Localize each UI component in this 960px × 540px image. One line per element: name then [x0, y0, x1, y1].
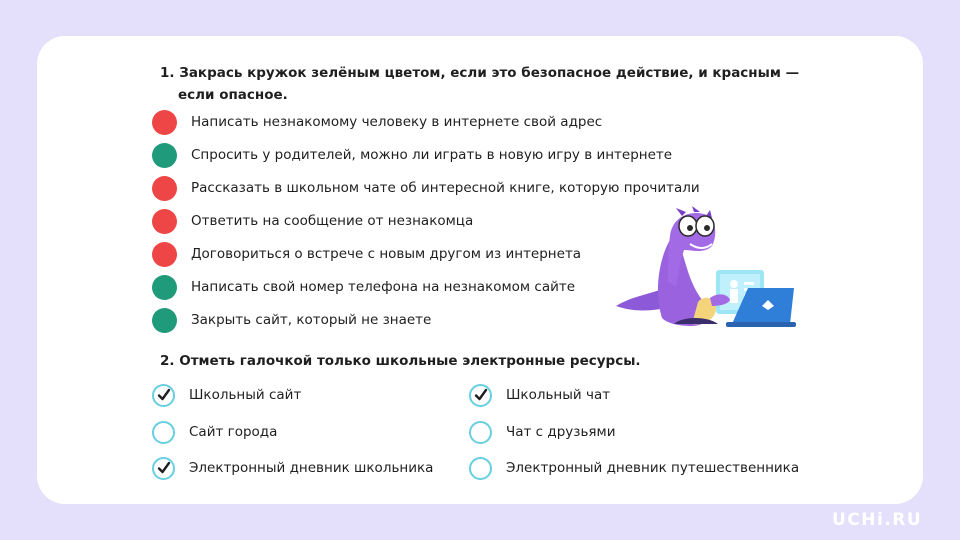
checkbox-label: Сайт города — [189, 424, 278, 440]
color-circle[interactable] — [152, 242, 177, 267]
task1-item-text: Написать незнакомому человеку в интернете свой адрес — [191, 114, 603, 130]
color-circle[interactable] — [152, 209, 177, 234]
task1-item — [152, 175, 700, 201]
checkbox-item — [469, 381, 610, 409]
task1-item-text: Ответить на сообщение от незнакомца — [191, 213, 474, 229]
color-circle[interactable] — [152, 176, 177, 201]
uchi-logo: UCHi.RU — [832, 510, 923, 530]
color-circle[interactable] — [152, 308, 177, 333]
task1-item — [152, 109, 602, 135]
checkbox-item — [152, 454, 433, 482]
task1-item-text: Закрыть сайт, который не знаете — [191, 312, 432, 328]
task1-item — [152, 274, 575, 300]
checkmark-icon — [473, 387, 489, 403]
task1-title-line2: если опасное. — [178, 87, 288, 103]
checkbox[interactable] — [152, 384, 175, 407]
color-circle[interactable] — [152, 143, 177, 168]
checkbox-label: Электронный дневник школьника — [189, 460, 434, 476]
checkbox-label: Чат с друзьями — [506, 424, 616, 440]
task1-item — [152, 307, 431, 333]
task1-item-text: Спросить у родителей, можно ли играть в новую игру в интернете — [191, 147, 673, 163]
task1-item — [152, 241, 581, 267]
task1-title-line1: 1. Закрась кружок зелёным цветом, если это безопасное действие, и красным — — [160, 65, 800, 81]
checkbox-item — [152, 418, 277, 446]
checkbox[interactable] — [469, 457, 492, 480]
checkmark-icon — [156, 460, 172, 476]
checkbox-label: Электронный дневник путешественника — [506, 460, 800, 476]
task1-item-text: Написать свой номер телефона на незнакомом сайте — [191, 279, 576, 295]
color-circle[interactable] — [152, 110, 177, 135]
task1-item — [152, 142, 672, 168]
checkbox-label: Школьный чат — [506, 387, 611, 403]
task1-item — [152, 208, 473, 234]
task1-title — [160, 62, 820, 106]
checkbox[interactable] — [152, 421, 175, 444]
task2-title: 2. Отметь галочкой только школьные электронные ресурсы. — [160, 353, 641, 369]
checkbox-item — [469, 418, 616, 446]
checkbox[interactable] — [152, 457, 175, 480]
checkbox-item — [469, 454, 799, 482]
checkmark-icon — [156, 387, 172, 403]
checkbox-label: Школьный сайт — [189, 387, 302, 403]
checkbox[interactable] — [469, 384, 492, 407]
dinosaur-with-laptop-icon — [612, 206, 798, 330]
color-circle[interactable] — [152, 275, 177, 300]
task1-item-text: Рассказать в школьном чате об интересной книге, которую прочитали — [191, 180, 700, 196]
task1-item-text: Договориться о встрече с новым другом из интернета — [191, 246, 582, 262]
checkbox[interactable] — [469, 421, 492, 444]
checkbox-item — [152, 381, 301, 409]
